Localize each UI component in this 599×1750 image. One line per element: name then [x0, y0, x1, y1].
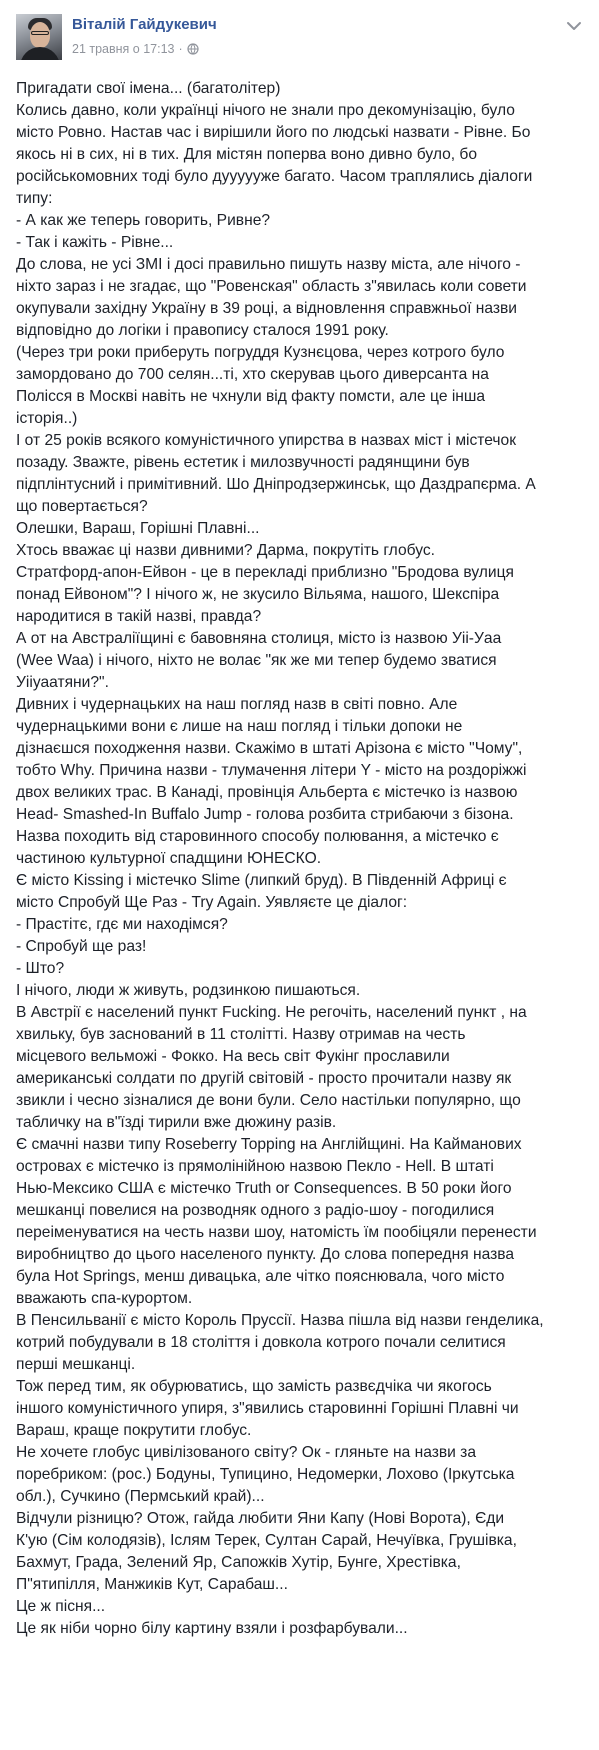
- post-text-line: (Wee Waa) і нічого, ніхто не волає "як же ми тепер будемо зватися: [16, 652, 497, 669]
- post-text-line: підплінтусний і примітивний. Шо Дніпродзержинськ, що Даздрапєрма. А: [16, 476, 536, 493]
- post-text-line: перші мешканці.: [16, 1356, 136, 1373]
- post-text-line: островах є містечко із прямолінійною назвою Пекло - Hell. В штаті: [16, 1158, 494, 1175]
- post-text-line: звикли і чесно зізналися де вони були. Село настільки популярно, що: [16, 1092, 521, 1109]
- post-text-line: якось ні в сих, ні в тих. Для містян поперва воно дивно було, бо: [16, 146, 478, 163]
- post-text-line: Є смачні назви типу Roseberry Topping на Англійщині. На Кайманових: [16, 1136, 522, 1153]
- post-text-line: Є місто Kissing і містечко Slime (липкий бруд). В Південній Африці є: [16, 872, 507, 889]
- post-text-line: окупували західну Україну в 39 році, а відновлення справжньої назви: [16, 300, 517, 317]
- post-text-line: Нью-Мексико США є містечко Truth or Consequences. В 50 роки його: [16, 1180, 512, 1197]
- post-text-line: - Спробуй ще раз!: [16, 938, 147, 955]
- post-text-line: мешканці повелися на розводняк одного з радіо-шоу - погодилися: [16, 1202, 495, 1219]
- post-body: [16, 78, 583, 1640]
- author-avatar[interactable]: [16, 14, 62, 60]
- post-text-line: російськомовних тоді було дуууууже багато. Часом траплялись діалоги: [16, 168, 533, 185]
- post-text-line: типу:: [16, 190, 53, 207]
- post-text-line: переіменуватися на честь назви шоу, натомість їм пообіцяли перенести: [16, 1224, 537, 1241]
- post-text-line: частиною культурної спадщини ЮНЕСКО.: [16, 850, 322, 867]
- post-text-line: понад Ейвоном"? І нічого ж, не зкусило Вільяма, нашого, Шекспіра: [16, 586, 500, 603]
- post-text-line: І от 25 років всякого комуністичного упирства в назвах міст і містечок: [16, 432, 517, 449]
- post-text-line: Бахмут, Града, Зелений Яр, Сапожків Хутір, Бунге, Хрестівка,: [16, 1554, 461, 1571]
- post-header: [16, 14, 583, 62]
- post-text-line: американські солдати по другій світовій - просто прочитали назву як: [16, 1070, 512, 1087]
- post-text-line: В Пенсильванії є місто Король Пруссії. Назва пішла від назви генделика,: [16, 1312, 544, 1329]
- post-text-line: котрий побудували в 18 століття і довкола котрого почали селитися: [16, 1334, 506, 1351]
- chevron-down-icon[interactable]: [565, 20, 583, 32]
- globe-icon[interactable]: [187, 43, 199, 55]
- post-text-line: вважають спа-курортом.: [16, 1290, 193, 1307]
- post-text-line: Відчули різницю? Отож, гайда любити Яни Капу (Нові Ворота), Єди: [16, 1510, 505, 1527]
- post-text-line: Колись давно, коли українці нічого не знали про декомунізацію, було: [16, 102, 515, 119]
- post-text-line: двох великих трас. В Канаді, провінція Альберта є містечко із назвою: [16, 784, 518, 801]
- post-text-line: А от на Австраліїщині є бавовняна столиця, місто із назвою Уіі-Уаа: [16, 630, 502, 647]
- post-text-line: позаду. Зважте, рівень естетик і милозвучності радянщини був: [16, 454, 470, 471]
- post-text-line: П"ятипілля, Манжиків Кут, Сарабаш...: [16, 1576, 288, 1593]
- post-text-line: хвильку, був заснований в 11 столітті. Назву отримав на честь: [16, 1026, 466, 1043]
- post-text-line: Вараш, краще покрутити глобус.: [16, 1422, 252, 1439]
- post-text-line: Це як ніби чорно білу картину взяли і розфарбували...: [16, 1620, 408, 1637]
- post-text-line: - Так і кажіть - Рівне...: [16, 234, 174, 251]
- post-text-line: обл.), Сучкино (Пермський край)...: [16, 1488, 265, 1505]
- post-text-line: (Через три роки приберуть погруддя Кузнєцова, через котрого було: [16, 344, 505, 361]
- post-text-line: Це ж пісня...: [16, 1598, 106, 1615]
- post-text-line: місцевого вельможі - Фокко. На весь світ Фукінг прославили: [16, 1048, 450, 1065]
- post-text-line: К'ую (Сім колодязів), Іслям Терек, Султан Сарай, Нечуївка, Грушівка,: [16, 1532, 517, 1549]
- post-text-line: історія..): [16, 410, 78, 427]
- post-text-line: виробництво до цього населеного пункту. До слова попередня назва: [16, 1246, 515, 1263]
- post-text-line: Олешки, Вараш, Горішні Плавні...: [16, 520, 260, 537]
- post-text-line: Назва походить від старовинного способу полювання, а містечко є: [16, 828, 499, 845]
- post-text-line: Уііуаатяни?".: [16, 674, 109, 691]
- post-text-line: ніхто зараз і не згадає, що "Ровенская" область з"явилась коли совети: [16, 278, 527, 295]
- post-text-line: табличку на в"їзді тирили вже дюжину разів.: [16, 1114, 337, 1131]
- post-text-line: Дивних і чудернацьких на наш погляд назв в світі повно. Але: [16, 696, 458, 713]
- post-text-line: іншого комуністичного упиря, з"явились старовинні Горішні Плавні чи: [16, 1400, 519, 1417]
- post-text-line: місто Спробуй Ще Раз - Try Again. Уявляєте це діалог:: [16, 894, 408, 911]
- post-text-line: дізнаєшся походження назви. Скажімо в штаті Арізона є місто "Чому",: [16, 740, 523, 757]
- post-text: [16, 100, 583, 1640]
- post-timestamp[interactable]: 21 травня о 17:13: [72, 42, 175, 56]
- meta-separator: ·: [178, 42, 183, 56]
- post-text-line: чудернацькими вони є лише на наш погляд і тільки допоки не: [16, 718, 463, 735]
- post-text-line: Не хочете глобус цивілізованого світу? Ок - гляньте на назви за: [16, 1444, 476, 1461]
- post-text-line: відповідно до логіки і правопису сталося 1991 року.: [16, 322, 389, 339]
- post-text-line: До слова, не усі ЗМІ і досі правильно пишуть назву міста, але нічого -: [16, 256, 521, 273]
- post-title: Пригадати свої імена... (багатолітер): [16, 80, 281, 97]
- post-text-line: Полісся в Москві навіть не чхнули від факту помсти, але це інша: [16, 388, 486, 405]
- post-text-line: поребриком: (рос.) Бодуны, Тупицино, Недомерки, Лохово (Іркутська: [16, 1466, 515, 1483]
- post-text-line: Стратфорд-апон-Ейвон - це в перекладі приблизно "Бродова вулиця: [16, 564, 514, 581]
- author-name-link[interactable]: Віталій Гайдукевич: [72, 16, 217, 33]
- post-text-line: - Прастітє, гдє ми находімся?: [16, 916, 228, 933]
- post-text-line: - Што?: [16, 960, 65, 977]
- post-text-line: була Hot Springs, менш дивацька, але чітко пояснювала, чого місто: [16, 1268, 505, 1285]
- post-text-line: Тож перед тим, як обурюватись, що замість развєдчіка чи якогось: [16, 1378, 492, 1395]
- post-text-line: - А как же теперь говорить, Ривне?: [16, 212, 271, 229]
- post-text-line: Хтось вважає ці назви дивними? Дарма, покрутіть глобус.: [16, 542, 435, 559]
- post-meta: [72, 42, 199, 56]
- post-text-line: В Австрії є населений пункт Fucking. Не регочіть, населений пункт , на: [16, 1004, 527, 1021]
- post-text-line: місто Ровно. Настав час і вирішили його по людські назвати - Рівне. Бо: [16, 124, 531, 141]
- post-text-line: тобто Why. Причина назви - тлумачення літери Y - місто на роздоріжжі: [16, 762, 527, 779]
- post-text-line: що повертається?: [16, 498, 148, 515]
- post-text-line: народитися в такій назві, правда?: [16, 608, 262, 625]
- post-text-line: Head- Smashed-In Buffalo Jump - голова розбита стрибаючи з бізона.: [16, 806, 514, 823]
- post-text-line: замордовано до 700 селян...ті, хто скерував цього диверсанта на: [16, 366, 489, 383]
- post-text-line: І нічого, люди ж живуть, родзинкою пишаються.: [16, 982, 361, 999]
